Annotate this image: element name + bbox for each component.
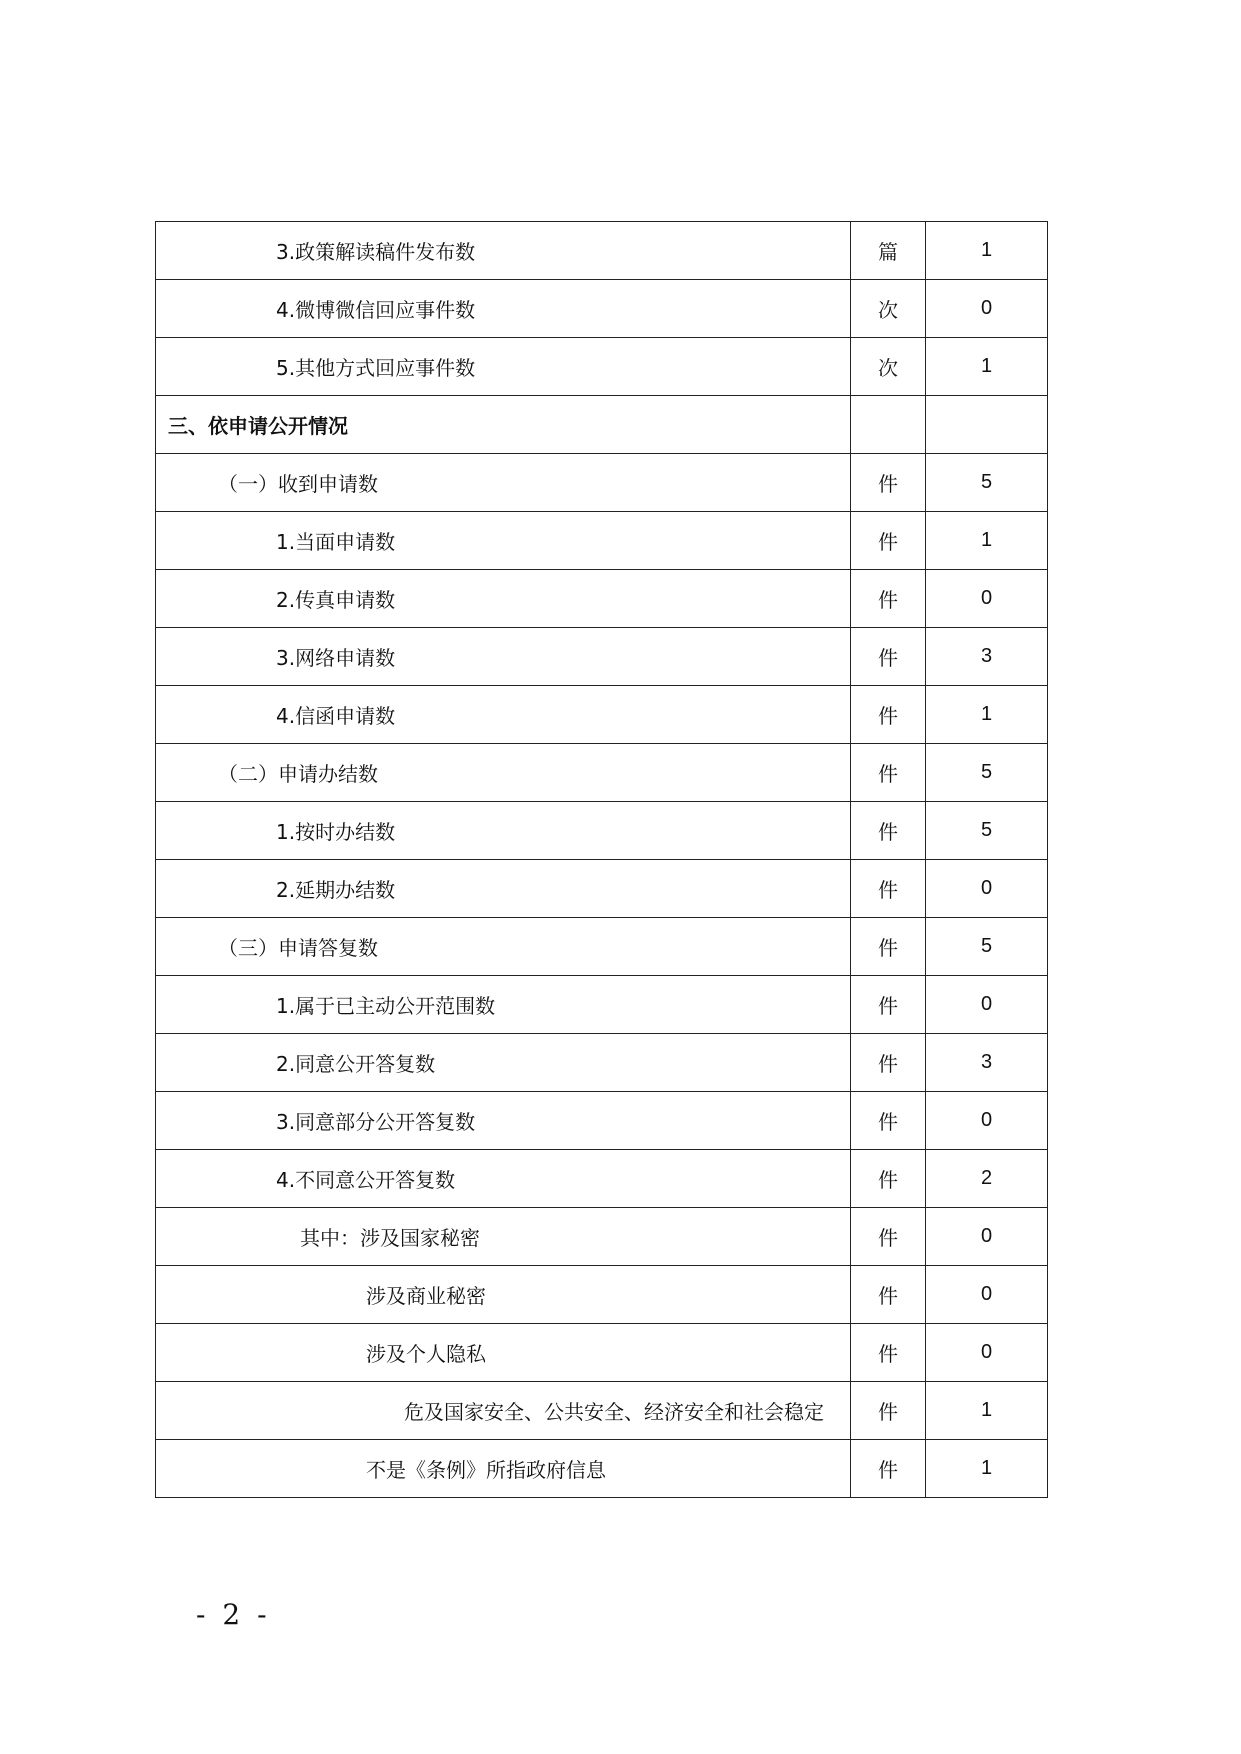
row-item-label: 2.延期办结数 <box>156 860 851 918</box>
row-item-label: （二）申请办结数 <box>156 744 851 802</box>
statistics-table <box>155 221 1048 1498</box>
table-row <box>156 570 1048 628</box>
row-unit: 件 <box>851 918 926 976</box>
page-number: - 2 - <box>196 1598 271 1631</box>
row-unit: 件 <box>851 1034 926 1092</box>
table-row <box>156 1034 1048 1092</box>
row-unit: 次 <box>851 338 926 396</box>
row-item-label: 1.按时办结数 <box>156 802 851 860</box>
row-value: 0 <box>926 860 1048 918</box>
table-row <box>156 744 1048 802</box>
row-value: 1 <box>926 222 1048 280</box>
row-item-label: （一）收到申请数 <box>156 454 851 512</box>
row-value: 1 <box>926 1382 1048 1440</box>
row-unit: 件 <box>851 454 926 512</box>
row-value: 0 <box>926 1266 1048 1324</box>
row-value: 0 <box>926 570 1048 628</box>
row-unit: 件 <box>851 1266 926 1324</box>
row-value <box>926 396 1048 454</box>
table-row <box>156 1382 1048 1440</box>
row-item-label: 4.信函申请数 <box>156 686 851 744</box>
row-item-label: 4.微博微信回应事件数 <box>156 280 851 338</box>
table-row <box>156 222 1048 280</box>
table-row <box>156 976 1048 1034</box>
table-row <box>156 1150 1048 1208</box>
row-value: 0 <box>926 280 1048 338</box>
section-heading: 三、依申请公开情况 <box>156 396 851 454</box>
row-item-label: 不是《条例》所指政府信息 <box>156 1440 851 1498</box>
row-unit: 件 <box>851 1324 926 1382</box>
row-unit: 件 <box>851 744 926 802</box>
row-value: 0 <box>926 1324 1048 1382</box>
table-row <box>156 628 1048 686</box>
row-unit: 篇 <box>851 222 926 280</box>
table-row <box>156 512 1048 570</box>
table-row <box>156 1324 1048 1382</box>
row-unit: 件 <box>851 512 926 570</box>
row-item-label: 1.当面申请数 <box>156 512 851 570</box>
row-unit: 次 <box>851 280 926 338</box>
table-row <box>156 280 1048 338</box>
table-row <box>156 454 1048 512</box>
row-unit: 件 <box>851 628 926 686</box>
section-header-row <box>156 396 1048 454</box>
table-row <box>156 860 1048 918</box>
row-item-label: 其中：涉及国家秘密 <box>156 1208 851 1266</box>
row-unit <box>851 396 926 454</box>
row-value: 1 <box>926 512 1048 570</box>
row-unit: 件 <box>851 802 926 860</box>
row-unit: 件 <box>851 860 926 918</box>
row-value: 0 <box>926 1208 1048 1266</box>
table-row <box>156 686 1048 744</box>
row-value: 2 <box>926 1150 1048 1208</box>
row-unit: 件 <box>851 1382 926 1440</box>
row-value: 0 <box>926 976 1048 1034</box>
row-unit: 件 <box>851 686 926 744</box>
row-item-label: 4.不同意公开答复数 <box>156 1150 851 1208</box>
row-unit: 件 <box>851 1092 926 1150</box>
row-value: 3 <box>926 628 1048 686</box>
row-value: 5 <box>926 744 1048 802</box>
row-item-label: 3.网络申请数 <box>156 628 851 686</box>
row-value: 5 <box>926 802 1048 860</box>
row-item-label: 2.传真申请数 <box>156 570 851 628</box>
row-value: 0 <box>926 1092 1048 1150</box>
row-unit: 件 <box>851 976 926 1034</box>
row-unit: 件 <box>851 1440 926 1498</box>
row-value: 1 <box>926 686 1048 744</box>
row-item-label: 涉及商业秘密 <box>156 1266 851 1324</box>
row-value: 5 <box>926 454 1048 512</box>
row-value: 1 <box>926 338 1048 396</box>
row-item-label: 5.其他方式回应事件数 <box>156 338 851 396</box>
row-value: 3 <box>926 1034 1048 1092</box>
row-unit: 件 <box>851 570 926 628</box>
table-row <box>156 1440 1048 1498</box>
row-item-label: 涉及个人隐私 <box>156 1324 851 1382</box>
table-row <box>156 918 1048 976</box>
row-item-label: （三）申请答复数 <box>156 918 851 976</box>
row-item-label: 1.属于已主动公开范围数 <box>156 976 851 1034</box>
row-unit: 件 <box>851 1208 926 1266</box>
row-value: 5 <box>926 918 1048 976</box>
table-row <box>156 802 1048 860</box>
row-item-label: 危及国家安全、公共安全、经济安全和社会稳定 <box>156 1382 851 1440</box>
row-value: 1 <box>926 1440 1048 1498</box>
row-item-label: 3.同意部分公开答复数 <box>156 1092 851 1150</box>
table-row <box>156 1092 1048 1150</box>
row-item-label: 2.同意公开答复数 <box>156 1034 851 1092</box>
table-row <box>156 1208 1048 1266</box>
row-item-label: 3.政策解读稿件发布数 <box>156 222 851 280</box>
row-unit: 件 <box>851 1150 926 1208</box>
table-row <box>156 1266 1048 1324</box>
table-row <box>156 338 1048 396</box>
